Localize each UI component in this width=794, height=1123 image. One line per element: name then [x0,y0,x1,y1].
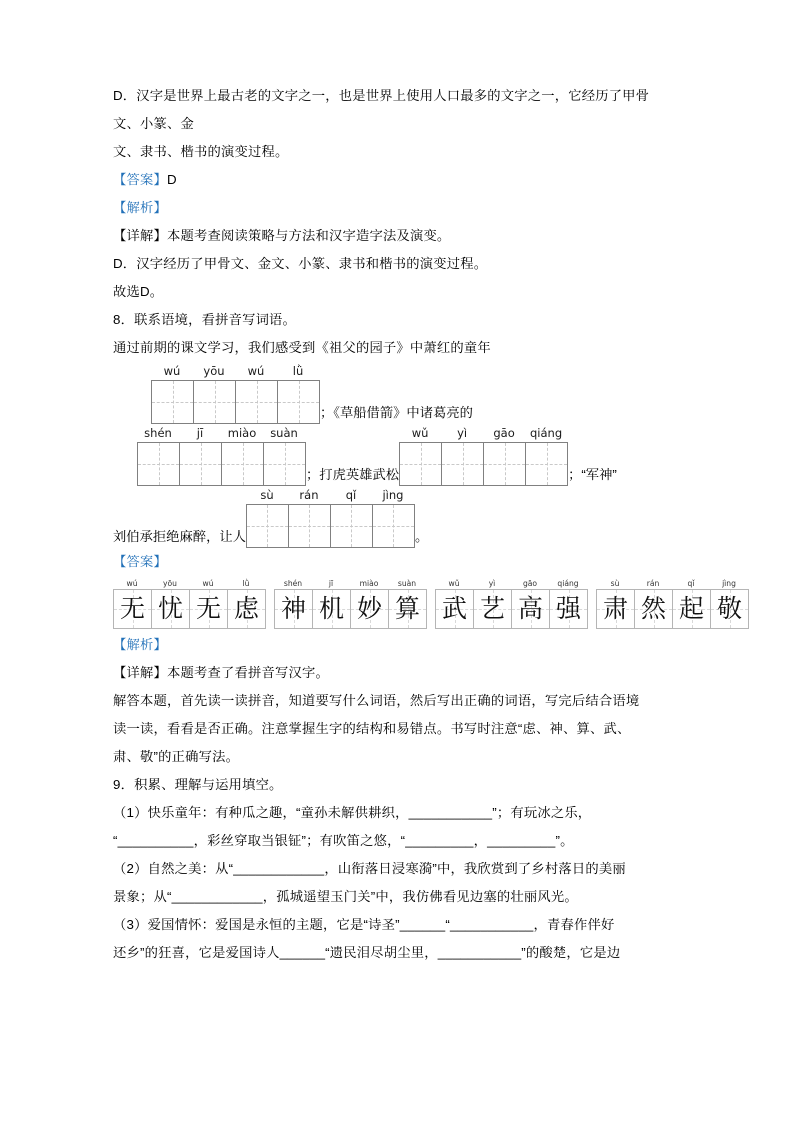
q7-analysis-tag: 【解析】 [113,200,167,215]
q8-context-line: 通过前期的课文学习，我们感受到《祖父的园子》中萧红的童年 [113,340,491,355]
q8-grid-4-cells[interactable] [246,504,415,548]
q8-grid-3-cells[interactable] [399,442,568,486]
writing-cell[interactable] [152,381,194,423]
pinyin-syllable: rán [299,488,319,502]
pinyin-syllable: sù [610,579,620,588]
pinyin-syllable: wǔ [448,579,460,588]
q8-grid-1-trailing-text: ；《草船借箭》中诸葛亮的 [320,405,473,420]
q8-grid-4-trailing-text: 。 [414,529,429,544]
q9-item3-line2: 还乡”的狂喜，它是爱国诗人______“遗民泪尽胡尘里，___________”的酸楚，它是边 [113,945,621,960]
q8-answer-tag: 【答案】 [113,554,167,569]
answer-char: 机 [318,594,344,623]
answer-group [435,578,588,629]
q8-detail-line4: 肃、敬”的正确写法。 [113,749,240,764]
answer-cell [313,590,351,628]
q8-answer-line [113,548,683,576]
pinyin-syllable: jìng [382,488,404,502]
q7-option-d-line3: 文、隶书、楷书的演变过程。 [113,144,289,159]
pinyin-syllable: qiáng [530,426,563,440]
answer-char: 敬 [716,594,742,623]
answer-char: 高 [517,594,543,623]
writing-cell[interactable] [331,505,373,547]
q8-grid-1-pinyin [151,362,320,380]
pinyin-syllable: suàn [270,426,298,440]
pinyin-syllable: miào [227,426,257,440]
pinyin-syllable: jìng [722,579,736,588]
answer-group-pinyin [596,578,749,589]
pinyin-syllable: lǜ [242,579,250,588]
writing-cell[interactable] [222,443,264,485]
pinyin-syllable: qiáng [557,579,579,588]
answer-group-pinyin [435,578,588,589]
answer-cell [474,590,512,628]
q9-item2-line1: （2）自然之美：从“____________，山衔落日浸寒漪”中，我欣赏到了乡村落日的美丽 [113,861,626,876]
q7-option-d-line2: 文、小篆、金 [113,116,194,131]
q7-detail-line1 [113,222,683,250]
q7-answer-line [113,166,683,194]
q7-detail-line3: 故选D。 [113,284,164,299]
q7-answer-value: D [167,172,177,187]
q8-analysis-tag: 【解析】 [113,637,167,652]
q9-item1-line1: （1）快乐童年：有种瓜之趣，“童孙未解供耕织，___________”；有玩冰之乐， [113,805,592,820]
answer-cell [436,590,474,628]
q8-grid-3-trailing-text: ；“军神” [568,467,617,482]
pinyin-syllable: qǐ [687,579,695,588]
answer-char: 武 [441,594,467,623]
answer-group [274,578,427,629]
answer-char: 无 [119,594,145,623]
answer-cell [550,590,588,628]
writing-cell[interactable] [289,505,331,547]
q8-detail-line1 [113,659,683,687]
answer-group-pinyin [274,578,427,589]
answer-cell [597,590,635,628]
answer-cell [389,590,427,628]
q8-writing-grid-2[interactable] [137,424,306,486]
q8-grid-2-trailing-text: ；打虎英雄武松 [306,467,400,482]
writing-cell[interactable] [264,443,306,485]
pinyin-syllable: jī [328,579,334,588]
answer-group-cells [435,589,588,629]
q8-detail-tag: 【详解】 [113,665,167,680]
q7-analysis-line [113,194,683,222]
writing-cell[interactable] [442,443,484,485]
answer-char: 虑 [233,594,259,623]
writing-cell[interactable] [526,443,568,485]
answer-group-cells [596,589,749,629]
answer-char: 强 [555,594,581,623]
answer-group [113,578,266,629]
document-content [113,82,742,967]
answer-cell [351,590,389,628]
q8-grid-row-2 [113,424,683,486]
pinyin-syllable: gāo [493,426,515,440]
pinyin-syllable: suàn [397,579,417,588]
q7-detail-line2: D．汉字经历了甲骨文、金文、小篆、隶书和楷书的演变过程。 [113,256,488,271]
q9-item3-line1: （3）爱国情怀：爱国是永恒的主题，它是“诗圣”______“___________，青春作伴好 [113,917,615,932]
pinyin-syllable: gāo [522,579,538,588]
pinyin-syllable: shén [283,579,303,588]
answer-char: 算 [394,594,420,623]
answer-char: 然 [640,594,666,623]
writing-cell[interactable] [400,443,442,485]
q8-title: 8．联系语境，看拼音写词语。 [113,312,297,327]
q8-grid-4-leading-text: 刘伯承拒绝麻醉，让人 [113,529,246,544]
q8-grid-4-pinyin [246,486,415,504]
q8-grid-2-pinyin [137,424,306,442]
q8-answer-grid [113,578,742,629]
q8-grid-row-3 [113,486,683,548]
answer-cell [635,590,673,628]
q8-detail-line3: 读一读，看看是否正确。注意掌握生字的结构和易错点。书写时注意“虑、神、算、武、 [113,721,631,736]
writing-cell[interactable] [373,505,415,547]
q8-grid-1-cells[interactable] [151,380,320,424]
q7-detail-tag: 【详解】 [113,228,167,243]
writing-cell[interactable] [278,381,320,423]
pinyin-syllable: rán [646,579,660,588]
answer-char: 妙 [356,594,382,623]
answer-cell [152,590,190,628]
q7-answer-tag: 【答案】 [113,172,167,187]
answer-cell [114,590,152,628]
answer-group [596,578,749,629]
answer-char: 艺 [479,594,505,623]
writing-cell[interactable] [180,443,222,485]
writing-cell[interactable] [236,381,278,423]
pinyin-syllable: sù [260,488,274,502]
pinyin-syllable: yì [457,426,468,440]
q8-writing-grid-1[interactable] [151,362,320,424]
pinyin-syllable: yōu [203,364,225,378]
pinyin-syllable: yì [488,579,496,588]
pinyin-syllable: miào [359,579,379,588]
q8-detail-line2: 解答本题，首先读一读拼音，知道要写什么词语，然后写出正确的词语，写完后结合语境 [113,693,640,708]
answer-group-pinyin [113,578,266,589]
pinyin-syllable: wú [202,579,214,588]
writing-cell[interactable] [484,443,526,485]
pinyin-syllable: qǐ [345,488,357,502]
writing-cell[interactable] [247,505,289,547]
pinyin-syllable: yōu [163,579,177,588]
q8-grid-3-pinyin [399,424,568,442]
q7-detail-text: 本题考查阅读策略与方法和汉字造字法及演变。 [167,228,451,243]
q8-writing-grid-3[interactable] [399,424,568,486]
answer-char: 忧 [157,594,183,623]
q9-item1-line2: “__________，彩丝穿取当银钲”；有吹笛之悠，“_________，_________”。 [113,833,574,848]
answer-char: 无 [195,594,221,623]
answer-cell [190,590,228,628]
pinyin-syllable: wú [163,364,181,378]
answer-char: 起 [678,594,704,623]
pinyin-syllable: lǜ [292,364,304,378]
pinyin-syllable: shén [144,426,172,440]
writing-cell[interactable] [138,443,180,485]
answer-char: 肃 [602,594,628,623]
q8-grid-2-cells[interactable] [137,442,306,486]
answer-cell [228,590,266,628]
q9-item2-line2: 景象；从“____________，孤城遥望玉门关”中，我仿佛看见边塞的壮丽风光。 [113,889,578,904]
answer-cell [275,590,313,628]
pinyin-syllable: wú [126,579,138,588]
q9-title: 9．积累、理解与运用填空。 [113,777,283,792]
answer-cell [673,590,711,628]
answer-char: 神 [280,594,306,623]
writing-cell[interactable] [194,381,236,423]
answer-group-cells [274,589,427,629]
answer-group-cells [113,589,266,629]
pinyin-syllable: wǔ [411,426,429,440]
q7-option-d-line1: D．汉字是世界上最古老的文字之一，也是世界上使用人口最多的文字之一，它经历了甲骨 [113,88,650,103]
q8-analysis-line [113,631,683,659]
pinyin-syllable: jī [196,426,204,440]
q8-writing-grid-4[interactable] [246,486,415,548]
answer-cell [711,590,749,628]
q8-detail-text: 本题考查了看拼音写汉字。 [167,665,329,680]
answer-cell [512,590,550,628]
pinyin-syllable: wú [247,364,265,378]
q8-grid-row-1 [113,362,683,424]
